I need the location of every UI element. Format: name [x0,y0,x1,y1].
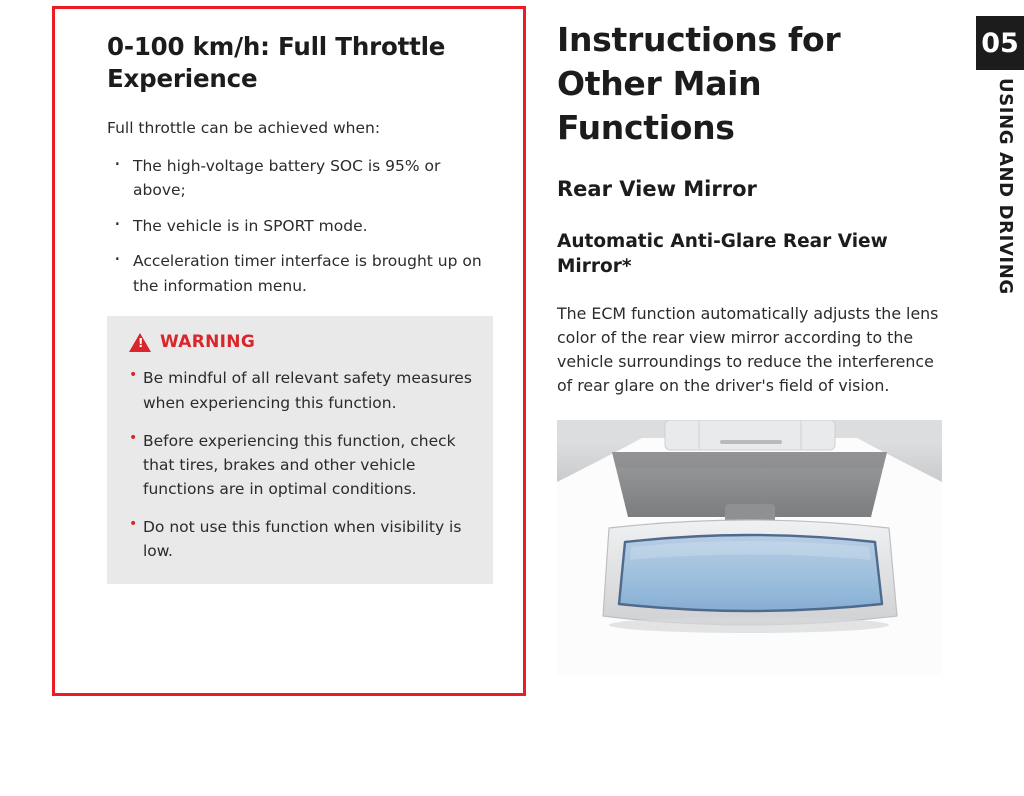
chapter-title: Instructions for Other Main Functions [557,20,841,148]
chapter-number-tab: 05 [976,16,1024,70]
list-item: · The vehicle is in SPORT mode. [107,214,493,238]
right-column [557,18,947,675]
highlighted-left-column [52,6,526,696]
list-item: • Before experiencing this function, check that tires, brakes and other vehicle functions are in optimal conditions. [129,429,473,502]
warning-header [129,332,473,352]
chapter-side-label: USING AND DRIVING [995,78,1016,295]
warning-box [107,316,493,583]
subsection-heading: Automatic Anti-Glare Rear View Mirror* [557,230,888,278]
warning-triangle-icon: ! [129,333,151,352]
list-item: • Do not use this function when visibility is low. [129,515,473,563]
warning-list [129,366,473,563]
list-item: • Be mindful of all relevant safety measures when experiencing this function. [129,366,473,414]
section-heading: Rear View Mirror [557,176,757,201]
condition-list [107,154,493,298]
page-title: 0-100 km/h: Full Throttle Experience [107,32,446,93]
body-paragraph: The ECM function automatically adjusts the lens color of the rear view mirror according to the vehicle surroundings to reduce the interference of rear glare on the driver's field of vision. [557,303,939,395]
list-item: · The high-voltage battery SOC is 95% or above; [107,154,493,203]
warning-label: WARNING [160,332,256,353]
rear-view-mirror-illustration [557,420,942,675]
intro-paragraph: Full throttle can be achieved when: [107,118,381,137]
list-item: · Acceleration timer interface is brought up on the information menu. [107,249,493,298]
